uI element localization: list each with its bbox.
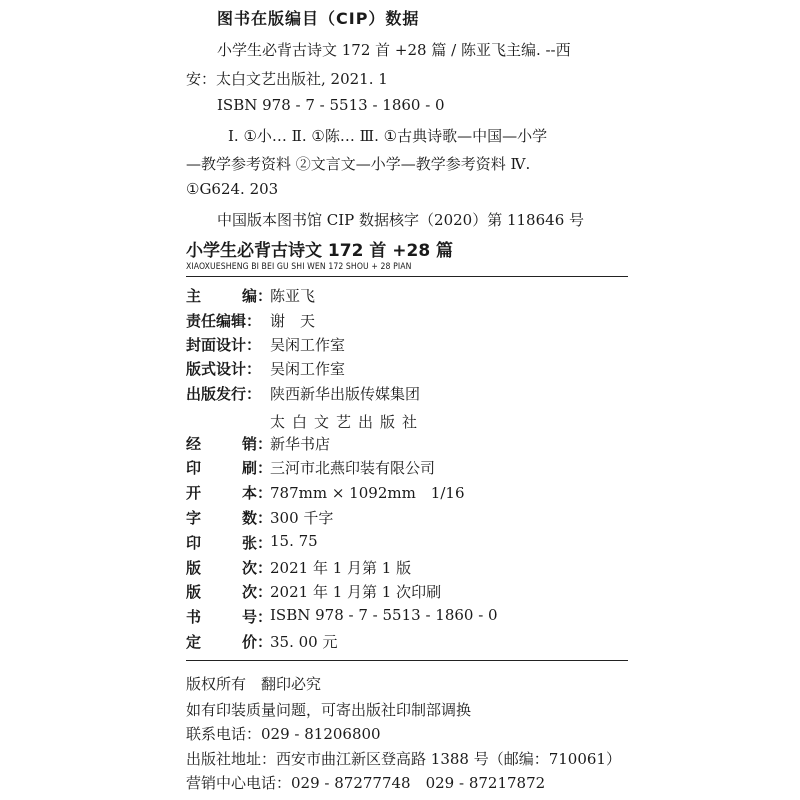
contact-phone: 联系电话：029 - 81206800 xyxy=(186,725,381,743)
info-value: 2021 年 1 月第 1 次印刷 xyxy=(270,583,442,601)
info-label: 版式设计： xyxy=(186,360,262,378)
info-value: 787mm × 1092mm 1/16 xyxy=(270,484,465,502)
publisher-name: 太白文艺出版社 xyxy=(270,413,425,431)
publisher-address: 出版社地址：西安市曲江新区登高路 1388 号（邮编：710061） xyxy=(186,750,621,768)
divider xyxy=(186,660,628,661)
cip-line: 中国版本图书馆 CIP 数据核字（2020）第 118646 号 xyxy=(217,211,585,229)
info-value: 300 千字 xyxy=(270,509,334,527)
info-value: 三河市北燕印装有限公司 xyxy=(270,459,436,477)
info-value: ISBN 978 - 7 - 5513 - 1860 - 0 xyxy=(270,606,498,624)
marketing-phone: 营销中心电话：029 - 87277748 029 - 87217872 xyxy=(186,774,546,792)
copyright-notice: 版权所有 翻印必究 xyxy=(186,675,322,693)
cip-line: ISBN 978 - 7 - 5513 - 1860 - 0 xyxy=(217,96,445,114)
info-value: 35. 00 元 xyxy=(270,633,338,651)
info-value: 谢 天 xyxy=(270,312,316,330)
info-label: 责任编辑： xyxy=(186,312,262,330)
book-title-pinyin: XIAOXUESHENG BI BEI GU SHI WEN 172 SHOU + 28 PIAN xyxy=(186,262,412,272)
info-value: 吴闲工作室 xyxy=(270,336,346,354)
info-value: 陈亚飞 xyxy=(270,287,316,305)
quality-notice: 如有印装质量问题，可寄出版社印制部调换 xyxy=(186,701,472,719)
cip-line: 小学生必背古诗文 172 首 +28 篇 / 陈亚飞主编. --西 xyxy=(217,41,571,59)
cip-line: Ⅰ. ①小… Ⅱ. ①陈… Ⅲ. ①古典诗歌—中国—小学 xyxy=(228,127,548,145)
cip-line: 安：太白文艺出版社, 2021. 1 xyxy=(186,70,388,88)
info-value: 吴闲工作室 xyxy=(270,360,346,378)
cip-line: ①G624. 203 xyxy=(186,180,279,198)
book-title: 小学生必背古诗文 172 首 +28 篇 xyxy=(186,241,454,261)
cip-heading: 图书在版编目（CIP）数据 xyxy=(217,9,420,28)
copyright-page: 图书在版编目（CIP）数据 小学生必背古诗文 172 首 +28 篇 / 陈亚飞主编. --西 安：太白文艺出版社, 2021. 1 ISBN 978 - 7 - 5513 - 1860 - 0 Ⅰ. ①小… Ⅱ. ①陈… Ⅲ. ①古典诗歌—中国—小学 —教学参考资料 ②文言文—小学—教学参考资料 Ⅳ. ①G624. 203 中国版本图书馆 CIP 数据核字（2020）第 118646 号 小学生必背古诗文 172 首 +28 篇 XIAOXUESHENG BI BEI GU SHI WEN 172 SHOU + 28 PIAN 主 编： 陈亚飞 责任编辑： 谢 天 封面设计： 吴闲工作室 版式设计： 吴闲工作室 出版发行： 陕西新华出版传媒集团 太白文艺出版社 经 销： 新华书店 印 刷： 三河市北燕印装有限公司 开 本： 787mm × 1092mm 1/16 字 数： 300 千字 印 张： 15. 75 版 次： 2021 年 1 月第 1 版 版 次： 2021 年 1 月第 1 次印刷 书 号： ISBN 978 - 7 - 5513 - 1860 - 0 定 价： 35. 00 元 版权所有 翻印必究 如有印装质量问题，可寄出版社印制部调换 联系电话：029 - 81206800 出版社地址：西安市曲江新区登高路 1388 号（邮编：710061） 营销中心电话：029 - 87277748 029 - 87217872 xyxy=(0,0,800,800)
info-label: 出版发行： xyxy=(186,385,262,403)
info-value: 陕西新华出版传媒集团 xyxy=(270,385,421,403)
cip-line: —教学参考资料 ②文言文—小学—教学参考资料 Ⅳ. xyxy=(186,155,531,173)
divider xyxy=(186,276,628,277)
info-value: 2021 年 1 月第 1 版 xyxy=(270,559,412,577)
info-value: 新华书店 xyxy=(270,435,331,453)
info-label: 封面设计： xyxy=(186,336,262,354)
info-value: 15. 75 xyxy=(270,532,318,550)
